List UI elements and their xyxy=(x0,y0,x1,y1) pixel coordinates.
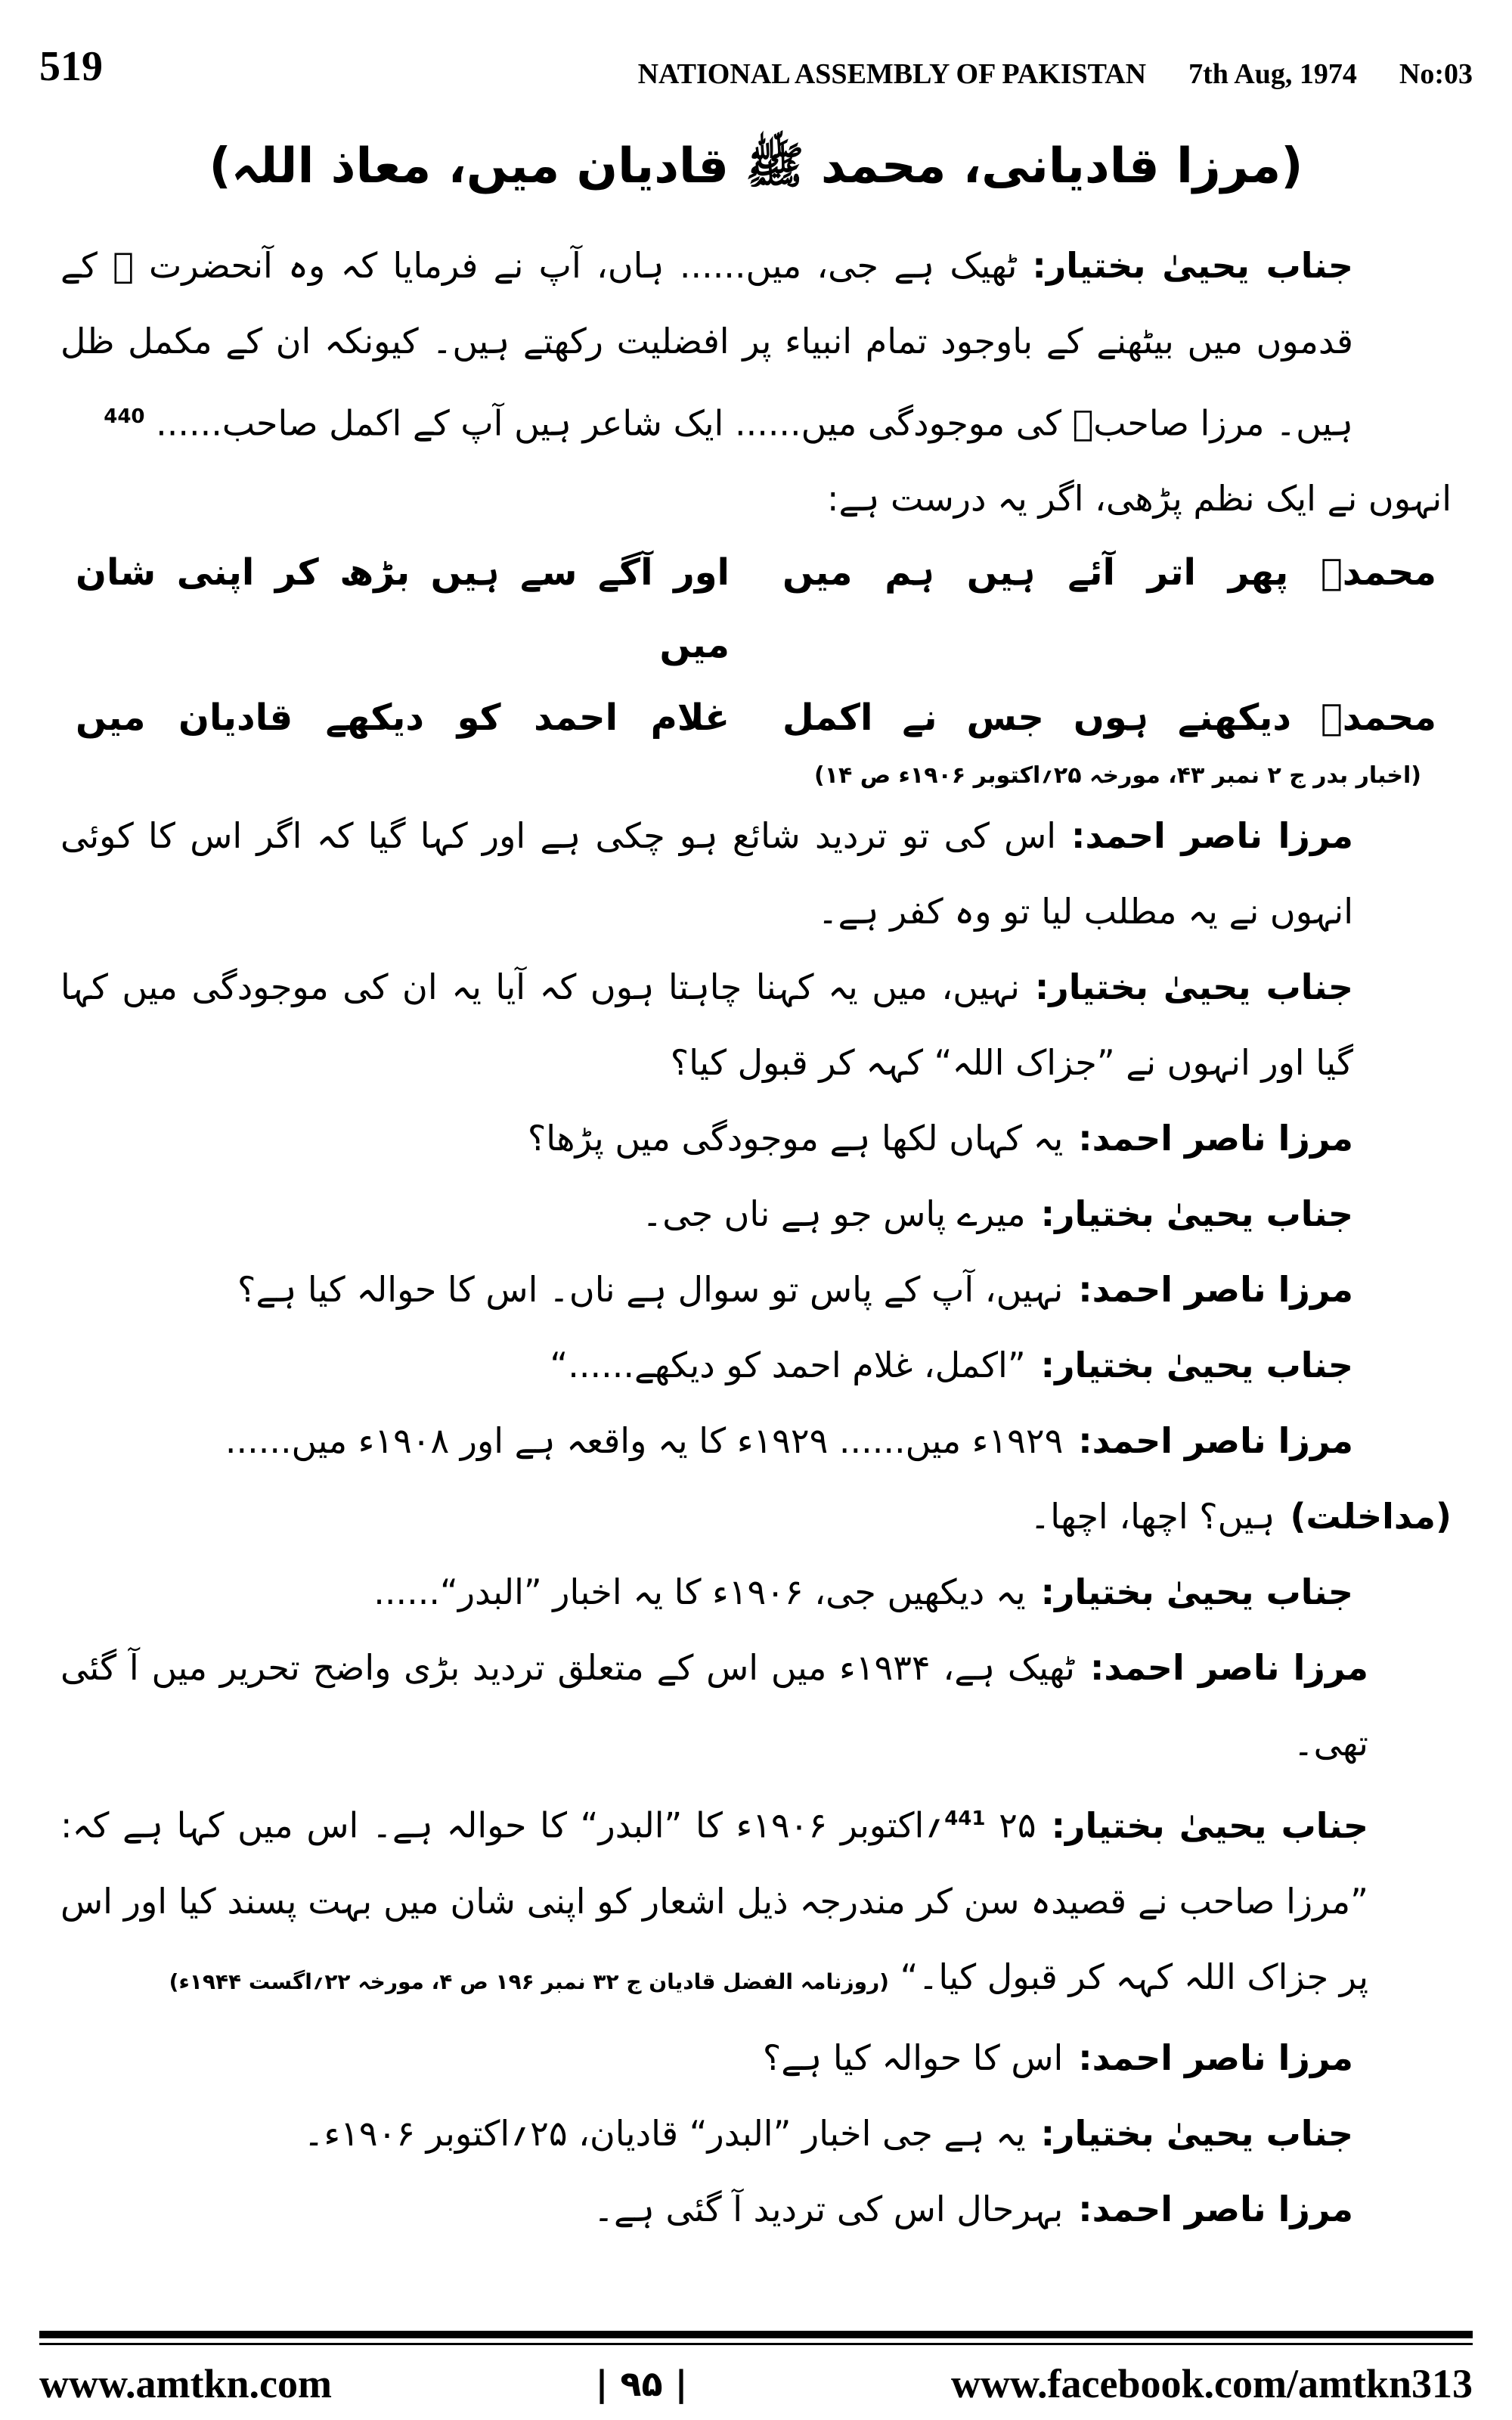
paragraph xyxy=(60,1478,1452,1554)
poem-line: اور آگے سے ہیں بڑھ کر اپنی شان میں xyxy=(76,551,730,667)
reference-citation: (روزنامہ الفضل قادیان ج ۳۲ نمبر ۱۹۶ ص ۴، مورخہ ۲۲؍اگست ۱۹۴۴ء) xyxy=(169,1969,889,1994)
paragraph-text: یہ ہے جی اخبار ”البدر“ قادیان، ۲۵؍اکتوبر ۱۹۰۶ء۔ xyxy=(303,2112,1026,2154)
paragraph-text: یہ کہاں لکھا ہے موجودگی میں پڑھا؟ xyxy=(527,1118,1064,1159)
speaker-label: جناب یحییٰ بختیار: xyxy=(1051,1804,1369,1846)
paragraph-text: یہ دیکھیں جی، ۱۹۰۶ء کا یہ اخبار ”البدر“...... xyxy=(373,1571,1026,1613)
paragraph xyxy=(60,1554,1452,1630)
footnote-marker: 440 xyxy=(104,405,145,428)
poem-line: محمدؐ دیکھنے ہوں جس نے اکمل xyxy=(782,697,1436,740)
speaker-label: جناب یحییٰ بختیار: xyxy=(1032,245,1353,286)
publication-date: 7th Aug, 1974 xyxy=(1188,58,1357,90)
paragraph xyxy=(60,1252,1452,1327)
paragraph xyxy=(60,461,1452,536)
speaker-label: (مداخلت) xyxy=(1290,1496,1452,1537)
paragraph xyxy=(60,1630,1452,1781)
website-link[interactable]: www.amtkn.com xyxy=(39,2361,332,2406)
page-footer xyxy=(39,2353,1473,2414)
page-content xyxy=(60,136,1452,2229)
footer-divider xyxy=(39,2331,1473,2338)
paragraph xyxy=(60,949,1452,1100)
paragraph-text: ”اکمل، غلام احمد کو دیکھے......“ xyxy=(550,1345,1026,1386)
speaker-label: مرزا ناصر احمد: xyxy=(1071,815,1353,857)
publication-name: NATIONAL ASSEMBLY OF PAKISTAN xyxy=(637,58,1147,90)
page-title: (مرزا قادیانی، محمد ﷺ قادیان میں، معاذ اللہ) xyxy=(209,138,1303,194)
paragraph xyxy=(60,1403,1452,1478)
paragraph-text: اس کا حوالہ کیا ہے؟ xyxy=(762,2037,1064,2078)
facebook-link[interactable]: www.facebook.com/amtkn313 xyxy=(951,2361,1473,2406)
paragraph xyxy=(60,798,1452,949)
speaker-label: مرزا ناصر احمد: xyxy=(1078,2188,1353,2229)
paragraph-text: بہرحال اس کی تردید آ گئی ہے۔ xyxy=(593,2188,1064,2229)
paragraph xyxy=(60,2096,1452,2171)
paragraph-text: ٹھیک ہے، ۱۹۳۴ء میں اس کے متعلق تردید بڑی واضح تحریر میں آ گئی تھی۔ xyxy=(60,1647,1368,1764)
speaker-label: جناب یحییٰ بختیار: xyxy=(1034,966,1354,1008)
header-publication-info xyxy=(638,57,1473,91)
paragraph-text: میرے پاس جو ہے ناں جی۔ xyxy=(642,1193,1026,1235)
footer-divider-thin xyxy=(39,2343,1473,2345)
poem xyxy=(60,536,1452,754)
paragraph-text: ٹھیک ہے جی، میں...... ہاں، آپ نے فرمایا کہ وہ آنحضرت ﷺ کے قدموں میں بیٹھنے کے باوجود تمام انبیاء پر افضلیت رکھتے ہیں۔ کیونکہ ان کے مکمل ظل ہیں۔ مرزا صاحبؑ کی موجودگی میں...... ایک شاعر ہیں آپ کے اکمل صاحب...... xyxy=(60,245,1353,444)
footer-page-number: | ۹۵ | xyxy=(595,2363,688,2404)
speaker-label: جناب یحییٰ بختیار: xyxy=(1040,1193,1353,1235)
page-header xyxy=(39,30,1473,91)
speaker-label: مرزا ناصر احمد: xyxy=(1078,1118,1353,1159)
paragraph xyxy=(60,1176,1452,1252)
speaker-label: جناب یحییٰ بختیار: xyxy=(1040,1345,1353,1386)
paragraph xyxy=(60,1781,1452,2019)
paragraph xyxy=(60,1100,1452,1176)
footnote-marker: 441 xyxy=(944,1807,986,1831)
paragraph xyxy=(60,2020,1452,2096)
paragraph-text: اس کی تو تردید شائع ہو چکی ہے اور کہا گیا کہ اگر اس کا کوئی انہوں نے یہ مطلب لیا تو وہ کفر ہے۔ xyxy=(60,815,1353,932)
speaker-label: جناب یحییٰ بختیار: xyxy=(1040,2112,1353,2154)
paragraph xyxy=(60,1327,1452,1403)
reference-citation: (اخبار بدر ج ۲ نمبر ۴۳، مورخہ ۲۵؍اکتوبر ۱۹۰۶ء ص ۱۴) xyxy=(813,762,1421,790)
paragraph-text: انہوں نے ایک نظم پڑھی، اگر یہ درست ہے: xyxy=(827,478,1452,520)
speaker-label: مرزا ناصر احمد: xyxy=(1089,1647,1368,1689)
paragraph xyxy=(60,228,1452,461)
speaker-label: مرزا ناصر احمد: xyxy=(1078,1420,1353,1462)
paragraph-text: ۱۹۲۹ء میں...... ۱۹۲۹ء کا یہ واقعہ ہے اور ۱۹۰۸ء میں...... xyxy=(225,1420,1064,1462)
publication-number: No:03 xyxy=(1399,58,1473,90)
paragraph-text: ۲۵؍اکتوبر ۱۹۰۶ء کا ”البدر“ کا حوالہ ہے۔ اس میں کہا ہے کہ: ”مرزا صاحب نے قصیدہ سن کر مندرجہ ذیل اشعار کو اپنی شان میں بہت پسند کیا اور اس پر جزاک اللہ کہہ کر قبول کیا۔“ xyxy=(60,1804,1368,1997)
speaker-label: مرزا ناصر احمد: xyxy=(1078,2037,1353,2078)
paragraph xyxy=(60,2171,1452,2247)
poem-line: غلام احمد کو دیکھے قادیان میں xyxy=(76,697,730,740)
paragraph-text: نہیں، آپ کے پاس تو سوال ہے ناں۔ اس کا حوالہ کیا ہے؟ xyxy=(237,1269,1064,1311)
page-number: 519 xyxy=(39,43,103,90)
speaker-label: مرزا ناصر احمد: xyxy=(1078,1269,1353,1311)
paragraph-text: ہیں؟ اچھا، اچھا۔ xyxy=(1030,1496,1275,1537)
speaker-label: جناب یحییٰ بختیار: xyxy=(1040,1571,1353,1613)
poem-line: محمدؐ پھر اتر آئے ہیں ہم میں xyxy=(782,551,1436,594)
paragraph-text: نہیں، میں یہ کہنا چاہتا ہوں کہ آیا یہ ان کی موجودگی میں کہا گیا اور انہوں نے ”جزاک اللہ“ کہہ کر قبول کیا؟ xyxy=(60,966,1353,1084)
